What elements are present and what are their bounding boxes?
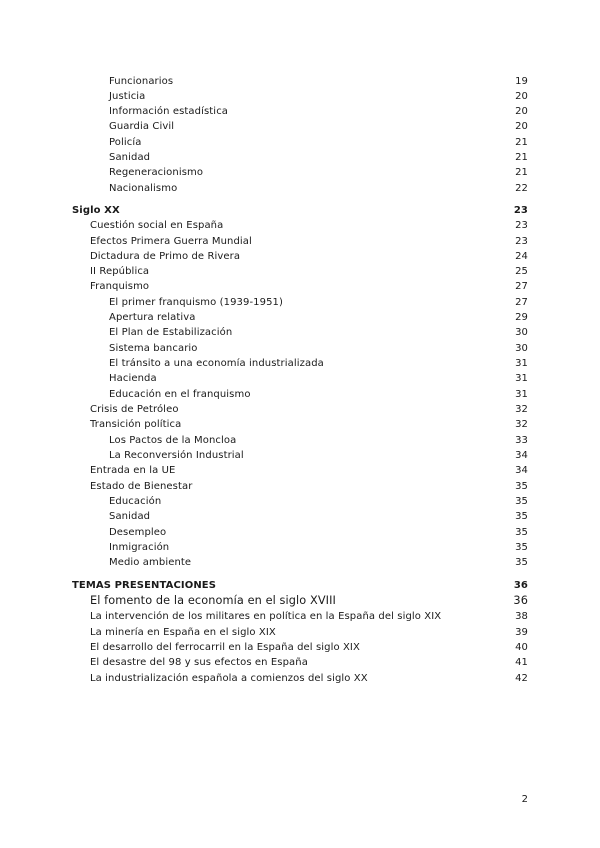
toc-entry-label: Justicia: [109, 91, 146, 102]
toc-entry-page: 35: [515, 481, 528, 492]
toc-entry-page: 21: [515, 152, 528, 163]
toc-entry-page: 24: [515, 251, 528, 262]
toc-section-heading[interactable]: [0, 578, 600, 593]
toc-entry-label: El tránsito a una economía industrializada: [109, 358, 324, 369]
toc-entry-page: 31: [515, 358, 528, 369]
toc-entry-page: 35: [515, 542, 528, 553]
toc-entry[interactable]: [0, 104, 600, 119]
toc-entry[interactable]: [0, 417, 600, 432]
toc-entry-label: Información estadística: [109, 106, 229, 117]
toc-entry-label: Desempleo: [109, 527, 167, 538]
toc-entry[interactable]: [0, 310, 600, 325]
toc-entry-label: Sistema bancario: [109, 343, 198, 354]
toc-entry-page: 39: [515, 627, 528, 638]
toc-entry-page: 30: [515, 343, 528, 354]
toc-entry-label: Sanidad: [109, 152, 151, 163]
toc-entry-page: 35: [515, 511, 528, 522]
toc-entry-label: Policía: [109, 137, 142, 148]
toc-entry-page: 41: [515, 657, 528, 668]
toc-entry[interactable]: [0, 165, 600, 180]
toc-entry-page: 23: [513, 205, 528, 216]
toc-entry-label: Dictadura de Primo de Rivera: [90, 251, 241, 262]
toc-entry-label: El fomento de la economía en el siglo XVIII: [90, 594, 336, 607]
toc-entry[interactable]: [0, 387, 600, 402]
toc-entry-label: Regeneracionismo: [109, 167, 204, 178]
toc-entry-page: 20: [515, 121, 528, 132]
toc-entry-label: La industrialización española a comienzos del siglo XX: [90, 673, 368, 684]
toc-entry[interactable]: [0, 249, 600, 264]
toc-entry-label: La Reconversión Industrial: [109, 450, 244, 461]
toc-entry-page: 21: [515, 137, 528, 148]
toc-entry-page: 21: [515, 167, 528, 178]
toc-entry-page: 27: [515, 297, 528, 308]
toc-entry[interactable]: [0, 74, 600, 89]
toc-entry-page: 36: [513, 580, 528, 591]
toc-entry[interactable]: [0, 150, 600, 165]
toc-entry-page: 35: [515, 496, 528, 507]
toc-entry-label: Siglo XX: [72, 205, 120, 216]
toc-entry-label: Los Pactos de la Moncloa: [109, 435, 237, 446]
toc-entry-page: 31: [515, 373, 528, 384]
toc-entry-label: Entrada en la UE: [90, 465, 176, 476]
toc-entry[interactable]: [0, 371, 600, 386]
toc-entry[interactable]: [0, 181, 600, 196]
toc-entry[interactable]: [0, 448, 600, 463]
toc-section-heading[interactable]: [0, 203, 600, 218]
toc-entry[interactable]: [0, 525, 600, 540]
toc-entry-page: 29: [515, 312, 528, 323]
toc-entry-label: Cuestión social en España: [90, 220, 224, 231]
toc-entry[interactable]: [0, 135, 600, 150]
toc-entry[interactable]: [0, 509, 600, 524]
toc-entry-label: El Plan de Estabilización: [109, 327, 233, 338]
toc-entry-page: 23: [515, 220, 528, 231]
toc-entry-label: Estado de Bienestar: [90, 481, 193, 492]
toc-entry-label: Medio ambiente: [109, 557, 192, 568]
toc-entry-page: 36: [513, 594, 528, 607]
toc-entry-label: El primer franquismo (1939-1951): [109, 297, 284, 308]
toc-entry[interactable]: [0, 463, 600, 478]
toc-entry[interactable]: [0, 593, 600, 608]
toc-entry[interactable]: [0, 655, 600, 670]
toc-entry[interactable]: [0, 279, 600, 294]
toc-entry-label: Crisis de Petróleo: [90, 404, 179, 415]
toc-entry-label: La minería en España en el siglo XIX: [90, 627, 276, 638]
toc-entry-label: Educación en el franquismo: [109, 389, 251, 400]
toc-entry-label: Efectos Primera Guerra Mundial: [90, 236, 252, 247]
page-number: 2: [521, 794, 528, 805]
toc-entry-label: Inmigración: [109, 542, 170, 553]
toc-entry-label: Educación: [109, 496, 162, 507]
toc-entry[interactable]: [0, 218, 600, 233]
toc-entry-page: 38: [515, 611, 528, 622]
toc-entry-page: 42: [515, 673, 528, 684]
toc-entry[interactable]: [0, 625, 600, 640]
toc-entry-label: Franquismo: [90, 281, 150, 292]
toc-entry[interactable]: [0, 356, 600, 371]
toc-entry-page: 40: [515, 642, 528, 653]
toc-entry-page: 25: [515, 266, 528, 277]
toc-entry-page: 22: [515, 183, 528, 194]
toc-entry-label: Guardia Civil: [109, 121, 175, 132]
toc-entry[interactable]: [0, 609, 600, 624]
toc-entry-page: 30: [515, 327, 528, 338]
toc-entry-page: 31: [515, 389, 528, 400]
toc-entry-label: El desarrollo del ferrocarril en la España del siglo XIX: [90, 642, 360, 653]
toc-entry[interactable]: [0, 640, 600, 655]
toc-entry-page: 20: [515, 91, 528, 102]
toc-entry-page: 35: [515, 527, 528, 538]
toc-entry[interactable]: [0, 540, 600, 555]
toc-entry[interactable]: [0, 479, 600, 494]
toc-entry[interactable]: [0, 234, 600, 249]
toc-entry-page: 27: [515, 281, 528, 292]
toc-entry-page: 34: [515, 465, 528, 476]
toc-entry-label: Hacienda: [109, 373, 157, 384]
toc-entry[interactable]: [0, 295, 600, 310]
toc-entry[interactable]: [0, 433, 600, 448]
toc-entry[interactable]: [0, 402, 600, 417]
toc-entry[interactable]: [0, 671, 600, 686]
toc-entry-page: 20: [515, 106, 528, 117]
toc-entry-label: TEMAS PRESENTACIONES: [72, 580, 217, 591]
toc-entry-label: La intervención de los militares en política en la España del siglo XIX: [90, 611, 442, 622]
toc-entry-page: 33: [515, 435, 528, 446]
toc-entry-page: 19: [515, 76, 528, 87]
toc-entry-page: 35: [515, 557, 528, 568]
toc-entry[interactable]: [0, 89, 600, 104]
toc-entry[interactable]: [0, 119, 600, 134]
toc-entry-label: Transición política: [90, 419, 182, 430]
toc-entry[interactable]: [0, 494, 600, 509]
toc-entry-page: 34: [515, 450, 528, 461]
toc-entry-label: Sanidad: [109, 511, 151, 522]
toc-entry-label: Apertura relativa: [109, 312, 196, 323]
toc-entry-page: 32: [515, 419, 528, 430]
toc-entry-label: El desastre del 98 y sus efectos en España: [90, 657, 308, 668]
toc-entry[interactable]: [0, 555, 600, 570]
toc-entry-label: Funcionarios: [109, 76, 174, 87]
toc-entry[interactable]: [0, 341, 600, 356]
toc-entry[interactable]: [0, 325, 600, 340]
toc-entry-label: Nacionalismo: [109, 183, 178, 194]
toc-entry-page: 32: [515, 404, 528, 415]
toc-entry-label: II República: [90, 266, 150, 277]
toc-entry-page: 23: [515, 236, 528, 247]
toc-entry[interactable]: [0, 264, 600, 279]
